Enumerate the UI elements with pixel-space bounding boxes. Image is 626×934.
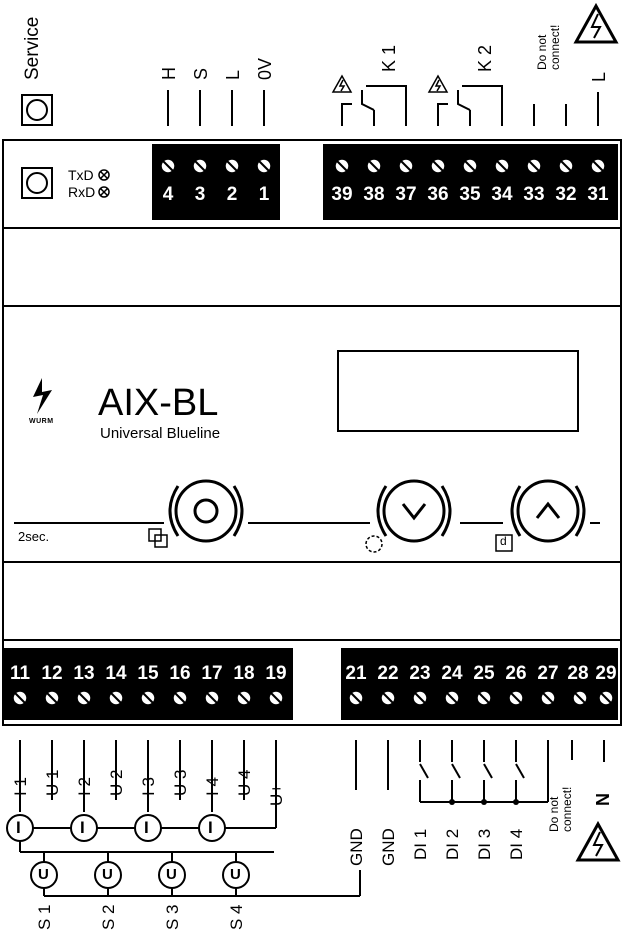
bottom-label-gnd-1: GND (347, 828, 366, 866)
up-button[interactable] (512, 481, 584, 541)
terminal-11: 11 (9, 663, 31, 684)
sensor-circle-3: U (166, 866, 177, 883)
warning-top-icon (576, 6, 616, 42)
bottom-label-di2: DI 2 (443, 828, 462, 860)
terminal-37: 37 (395, 184, 417, 205)
terminal-1: 1 (258, 184, 270, 205)
bottom-label-di3: DI 3 (475, 828, 494, 860)
sensor-circle-1: U (38, 866, 49, 883)
terminal-24: 24 (441, 663, 463, 684)
terminal-33: 33 (523, 184, 545, 205)
bottom-label-u4: U 4 (235, 769, 254, 796)
current-circle-2: I (80, 818, 85, 837)
current-circle-1: I (16, 818, 21, 837)
terminal-36: 36 (427, 184, 449, 205)
top-label-h: H (159, 67, 179, 80)
current-circle-3: I (144, 818, 149, 837)
sensor-label-s2: S 2 (99, 904, 118, 930)
bottom-label-n: N (593, 793, 613, 806)
do-not-connect-bottom-line1: Do not (547, 796, 561, 832)
sensor-circle-2: U (102, 866, 113, 883)
bottom-label-u3: U 3 (171, 769, 190, 796)
terminal-28: 28 (567, 663, 589, 684)
bottom-label-i2: I 2 (75, 777, 94, 796)
terminal-block-top-left (152, 144, 280, 220)
model-subtitle: Universal Blueline (100, 425, 221, 442)
terminal-31: 31 (587, 184, 609, 205)
sensor-label-s4: S 4 (227, 904, 246, 930)
bottom-label-uplus: U+ (267, 783, 286, 806)
terminal-39: 39 (331, 184, 353, 205)
bottom-label-di4: DI 4 (507, 828, 526, 860)
do-not-connect-bottom-line2: connect! (560, 786, 574, 832)
terminal-29: 29 (595, 663, 617, 684)
sensor-label-s1: S 1 (35, 904, 54, 930)
terminal-3: 3 (194, 184, 206, 205)
relay-k2-label: K 2 (475, 44, 495, 72)
bottom-label-i3: I 3 (139, 777, 158, 796)
bottom-label-di1: DI 1 (411, 828, 430, 860)
warning-bottom-icon (578, 824, 618, 860)
do-not-connect-top-line1: Do not (535, 34, 549, 70)
service-label: Service (22, 16, 43, 80)
ok-button[interactable] (170, 481, 242, 541)
terminal-22: 22 (377, 663, 399, 684)
bottom-label-u1: U 1 (43, 769, 62, 796)
top-label-0v: 0V (255, 57, 275, 80)
terminal-34: 34 (491, 184, 513, 205)
sensor-label-s3: S 3 (163, 904, 182, 930)
top-label-l: L (223, 69, 243, 80)
terminal-block-bottom-right (341, 648, 618, 720)
txd-label: TxD (68, 167, 94, 183)
bottom-label-u2: U 2 (107, 769, 126, 796)
hold-label: 2sec. (18, 529, 50, 544)
top-label-s: S (191, 67, 211, 80)
terminal-14: 14 (105, 663, 127, 684)
comm-button[interactable] (22, 168, 52, 198)
terminal-27: 27 (537, 663, 559, 684)
model-title: AIX-BL (98, 382, 219, 424)
terminal-32: 32 (555, 184, 577, 205)
sensor-circle-4: U (230, 866, 241, 883)
bottom-label-i1: I 1 (11, 777, 30, 796)
terminal-19: 19 (265, 663, 287, 684)
terminal-25: 25 (473, 663, 495, 684)
do-not-connect-top-line2: connect! (548, 24, 562, 70)
terminal-block-top-right (323, 144, 618, 220)
down-button[interactable] (378, 481, 450, 541)
terminal-21: 21 (345, 663, 367, 684)
relay-k1-label: K 1 (379, 44, 399, 72)
lcd-display (338, 351, 578, 431)
terminal-26: 26 (505, 663, 527, 684)
brand-label: WURM (29, 418, 54, 425)
current-circle-4: I (208, 818, 213, 837)
terminal-17: 17 (201, 663, 223, 684)
terminal-block-bottom-left (3, 648, 293, 720)
terminal-38: 38 (363, 184, 385, 205)
top-label-l-mains: L (589, 71, 609, 82)
terminal-12: 12 (41, 663, 63, 684)
service-button[interactable] (22, 95, 52, 125)
terminal-13: 13 (73, 663, 95, 684)
wurm-logo-icon (33, 378, 52, 414)
bottom-label-i4: I 4 (203, 777, 222, 796)
terminal-18: 18 (233, 663, 255, 684)
rxd-label: RxD (68, 184, 96, 200)
terminal-35: 35 (459, 184, 481, 205)
mode-icon-label: d (500, 534, 507, 548)
terminal-23: 23 (409, 663, 431, 684)
terminal-2: 2 (226, 184, 238, 205)
terminal-4: 4 (162, 184, 174, 205)
bottom-label-gnd-2: GND (379, 828, 398, 866)
terminal-16: 16 (169, 663, 191, 684)
terminal-15: 15 (137, 663, 159, 684)
